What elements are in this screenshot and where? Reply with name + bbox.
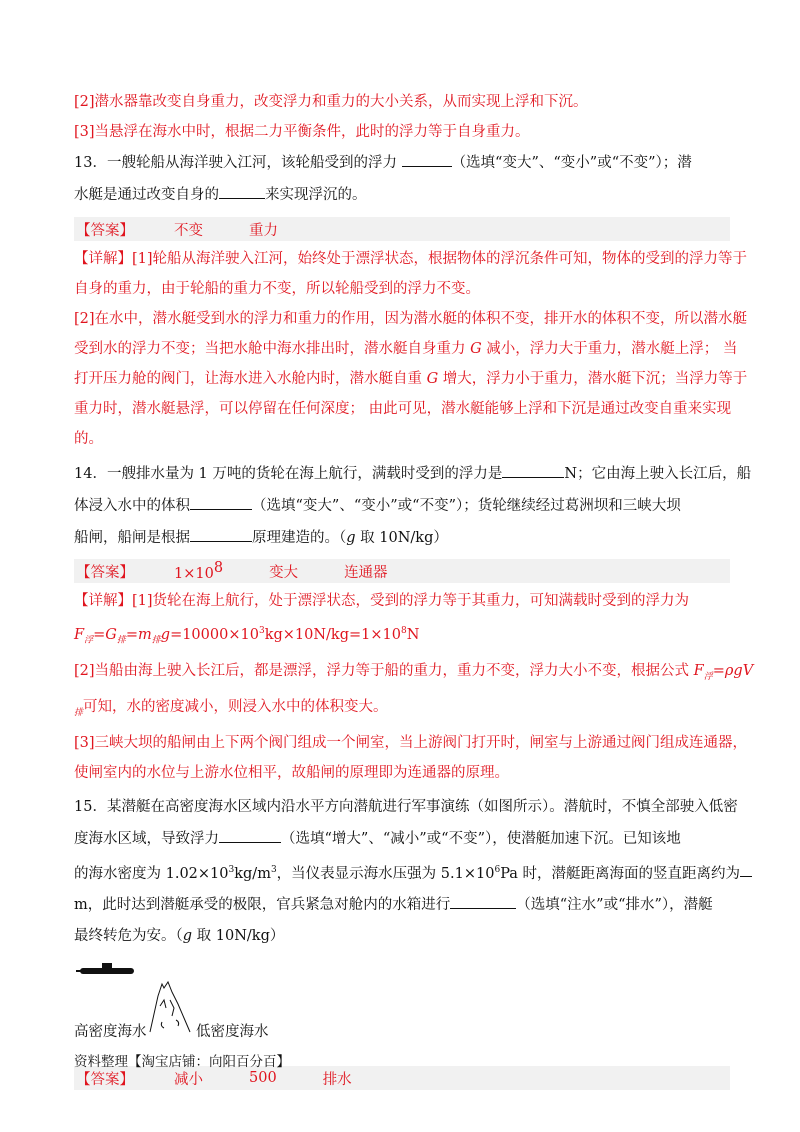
formula-sub-3: 排 xyxy=(151,635,161,646)
formula-G: G xyxy=(105,626,117,643)
q15-text-d: 的海水密度为 1.02×10 xyxy=(74,865,229,882)
q14-detail-1: 【详解】[1]货轮在海上航行，处于漂浮状态，受到的浮力等于其重力，可知满载时受到的浮力为 xyxy=(74,593,690,609)
q14-detail-4-text: 可知，水的密度减小，则浸入水中的体积变大。 xyxy=(83,698,388,715)
q15-text-g2: 取 10N/kg） xyxy=(192,928,285,945)
q14-answer-1-base: 1×10 xyxy=(174,565,214,582)
low-density-label: 低密度海水 xyxy=(196,1024,269,1041)
q15-text-d3: ，当仪表显示海水压强为 5.1×10 xyxy=(276,865,495,882)
q15-text-c: （选填“增大”、“减小”或“不变”），使潜艇加速下沉。已知该地 xyxy=(281,830,681,847)
formula-g: g xyxy=(160,626,171,643)
q14-answer-1 xyxy=(174,560,223,582)
formula-eq-1: = xyxy=(93,626,106,643)
q14-line-1 xyxy=(74,463,752,484)
q14-text-d: （选填“变大”、“变小”或“不变”）；货轮继续经过葛洲坝和三峡大坝 xyxy=(252,498,681,514)
formula-rest-2: kg×10N/kg=1×10 xyxy=(264,626,401,643)
q15-text-f: （选填“注水”或“排水”），潜艇 xyxy=(516,897,713,914)
formula-rest-3: N xyxy=(406,626,420,643)
question-15 xyxy=(74,797,741,1091)
submarine-icon xyxy=(76,963,134,974)
q15-blank-3 xyxy=(450,894,516,909)
q15-answer-1: 减小 xyxy=(174,1071,203,1088)
q14-formula xyxy=(74,621,730,651)
q14-blank-3 xyxy=(190,527,252,542)
q13-detail-3: [2]在水中，潜水艇受到水的浮力和重力的作用，因为潜水艇的体积不变，排开水的体积不变，所以潜水艇 xyxy=(74,311,748,327)
formula-sub-1: 浮 xyxy=(84,635,94,646)
q15-blank-1 xyxy=(219,828,281,843)
q14-sub-float: 浮 xyxy=(703,671,713,682)
q13-answer-1: 不变 xyxy=(174,222,203,239)
formula-exp-1: 3 xyxy=(258,626,265,636)
formula-rest: =10000×10 xyxy=(170,626,259,643)
q13-line-2 xyxy=(74,184,730,205)
q13-answer-2: 重力 xyxy=(249,222,278,239)
q13-detail-4b: 减小，浮力大于重力，潜水艇上浮； 当 xyxy=(481,341,738,357)
q13-line-1 xyxy=(74,152,730,173)
formula-m: m xyxy=(138,626,152,643)
q14-answer-3: 连通器 xyxy=(344,564,388,581)
q13-detail-4a: 受到水的浮力不变；当把水舱中海水排出时，潜水艇自身重力 xyxy=(74,341,471,357)
q14-text-f2: 取 10N/kg） xyxy=(355,530,448,546)
q14-symbol-g: g xyxy=(346,530,356,546)
q15-symbol-g: g xyxy=(182,928,193,945)
q13-text-b: （选填“变大”、“变小”或“不变”）；潜 xyxy=(451,155,692,171)
page-footer: 资料整理【淘宝店铺：向阳百分百】 xyxy=(74,1054,290,1070)
q14-line-3 xyxy=(74,527,730,548)
q14-text-c: 体浸入水中的体积 xyxy=(74,498,190,514)
q15-line-2 xyxy=(74,828,730,849)
question-13 xyxy=(74,152,748,449)
q15-exp-1: 3 xyxy=(228,864,235,875)
q13-detail-5 xyxy=(74,369,748,389)
q15-text-e: m，此时达到潜艇承受的极限，官兵紧急对舱内的水箱进行 xyxy=(74,897,451,914)
formula-eq-2: = xyxy=(125,626,138,643)
q14-sub-pai: 排 xyxy=(74,707,84,718)
q13-detail-2: 自身的重力，由于轮船的重力不变，所以轮船受到的浮力不变。 xyxy=(74,281,480,297)
q14-detail-5: [3]三峡大坝的船闸由上下两个阀门组成一个闸室，当上游阀门打开时，闸室与上游通过阀门组成连通器， xyxy=(74,734,748,751)
q14-blank-2 xyxy=(190,495,252,510)
q14-text-a: 14．一艘排水量为 1 万吨的货轮在海上航行，满载时受到的浮力是 xyxy=(74,466,503,482)
q13-symbol-g: G xyxy=(470,341,482,357)
answer-tag: 【答案】 xyxy=(76,222,134,239)
q15-answer-3: 排水 xyxy=(322,1071,352,1088)
q14-formula-rho: =ρgV xyxy=(712,662,754,679)
seamount-icon xyxy=(150,982,190,1032)
q15-line-1: 15．某潜艇在高密度海水区域内沿水平方向潜航进行军事演练（如图所示）。潜航时，不慎全部驶入低密 xyxy=(74,798,738,815)
q15-text-g: 最终转危为安。（ xyxy=(74,928,183,945)
q15-exp-3: 6 xyxy=(494,864,501,875)
q14-answer-1-exp: 8 xyxy=(213,560,224,577)
q14-text-f: 原理建造的。（ xyxy=(252,530,347,546)
q13-symbol-g2: G xyxy=(426,371,439,387)
q15-answer-2: 500 xyxy=(249,1070,277,1087)
q13-text-c: 水艇是通过改变自身的 xyxy=(74,187,219,203)
q14-blank-1 xyxy=(502,463,564,478)
q14-answer-2: 变大 xyxy=(269,564,299,581)
q14-answer xyxy=(74,559,730,583)
q14-detail-6: 使闸室内的水位与上游水位相平，故船闸的原理即为连通器的原理。 xyxy=(74,764,509,781)
q15-blank-2 xyxy=(740,862,752,877)
submarine-figure xyxy=(74,956,730,1056)
q13-blank-1 xyxy=(402,152,452,167)
q15-text-b: 度海水区域，导致浮力 xyxy=(74,830,219,847)
answer-tag: 【答案】 xyxy=(76,564,134,581)
q14-text-e: 船闸，船闸是根据 xyxy=(74,530,190,546)
formula-sub-2: 排 xyxy=(116,635,126,646)
prev-line-3: [3]当悬浮在海水中时，根据二力平衡条件，此时的浮力等于自身重力。 xyxy=(74,124,530,140)
high-density-label: 高密度海水 xyxy=(74,1024,147,1041)
q14-text-b: N；它由海上驶入长江后，船 xyxy=(564,466,752,482)
q14-symbol-F: F xyxy=(693,662,704,679)
q15-line-3 xyxy=(74,860,741,884)
q14-line-2 xyxy=(74,495,730,516)
q13-detail-7: 的。 xyxy=(74,431,103,447)
q15-text-d2: kg/m xyxy=(234,865,271,882)
q15-exp-2: 3 xyxy=(270,864,277,875)
q13-text-a: 13．一艘轮船从海洋驶入江河，该轮船受到的浮力 xyxy=(74,155,402,171)
formula-exp-2: 8 xyxy=(400,626,407,636)
q13-detail-6: 重力时，潜水艇悬浮，可以停留在任何深度； 由此可见，潜水艇能够上浮和下沉是通过改变自重来实现 xyxy=(74,401,732,417)
q13-text-d: 来实现浮沉的。 xyxy=(265,187,367,203)
q13-answer xyxy=(74,217,730,241)
submarine-diagram xyxy=(74,956,314,1056)
q13-detail-1: 【详解】[1]轮船从海洋驶入江河，始终处于漂浮状态，根据物体的浮沉条件可知，物体的受到的浮力等于 xyxy=(74,251,748,267)
q15-line-5 xyxy=(74,926,730,946)
q13-blank-2 xyxy=(219,184,265,199)
prev-line-2: [2]潜水器靠改变自身重力，改变浮力和重力的大小关系，从而实现上浮和下沉。 xyxy=(74,94,588,110)
prev-explanation xyxy=(74,92,730,142)
q15-text-d4: Pa 时，潜艇距离海面的竖直距离约为 xyxy=(500,865,741,882)
q13-detail-4 xyxy=(74,339,738,359)
q13-detail-5a: 打开压力舱的阀门，让海水进入水舱内时，潜水艇自重 xyxy=(74,371,427,387)
q13-detail-5b: 增大，浮力小于重力，潜水艇下沉；当浮力等于 xyxy=(438,371,748,387)
formula-F: F xyxy=(74,626,85,643)
q14-detail-3a: [2]当船由海上驶入长江后，都是漂浮，浮力等于船的重力，重力不变，浮力大小不变，根据公式 xyxy=(74,662,694,679)
q15-line-4 xyxy=(74,894,730,915)
answer-tag: 【答案】 xyxy=(76,1071,134,1088)
q14-detail-4 xyxy=(74,697,730,723)
